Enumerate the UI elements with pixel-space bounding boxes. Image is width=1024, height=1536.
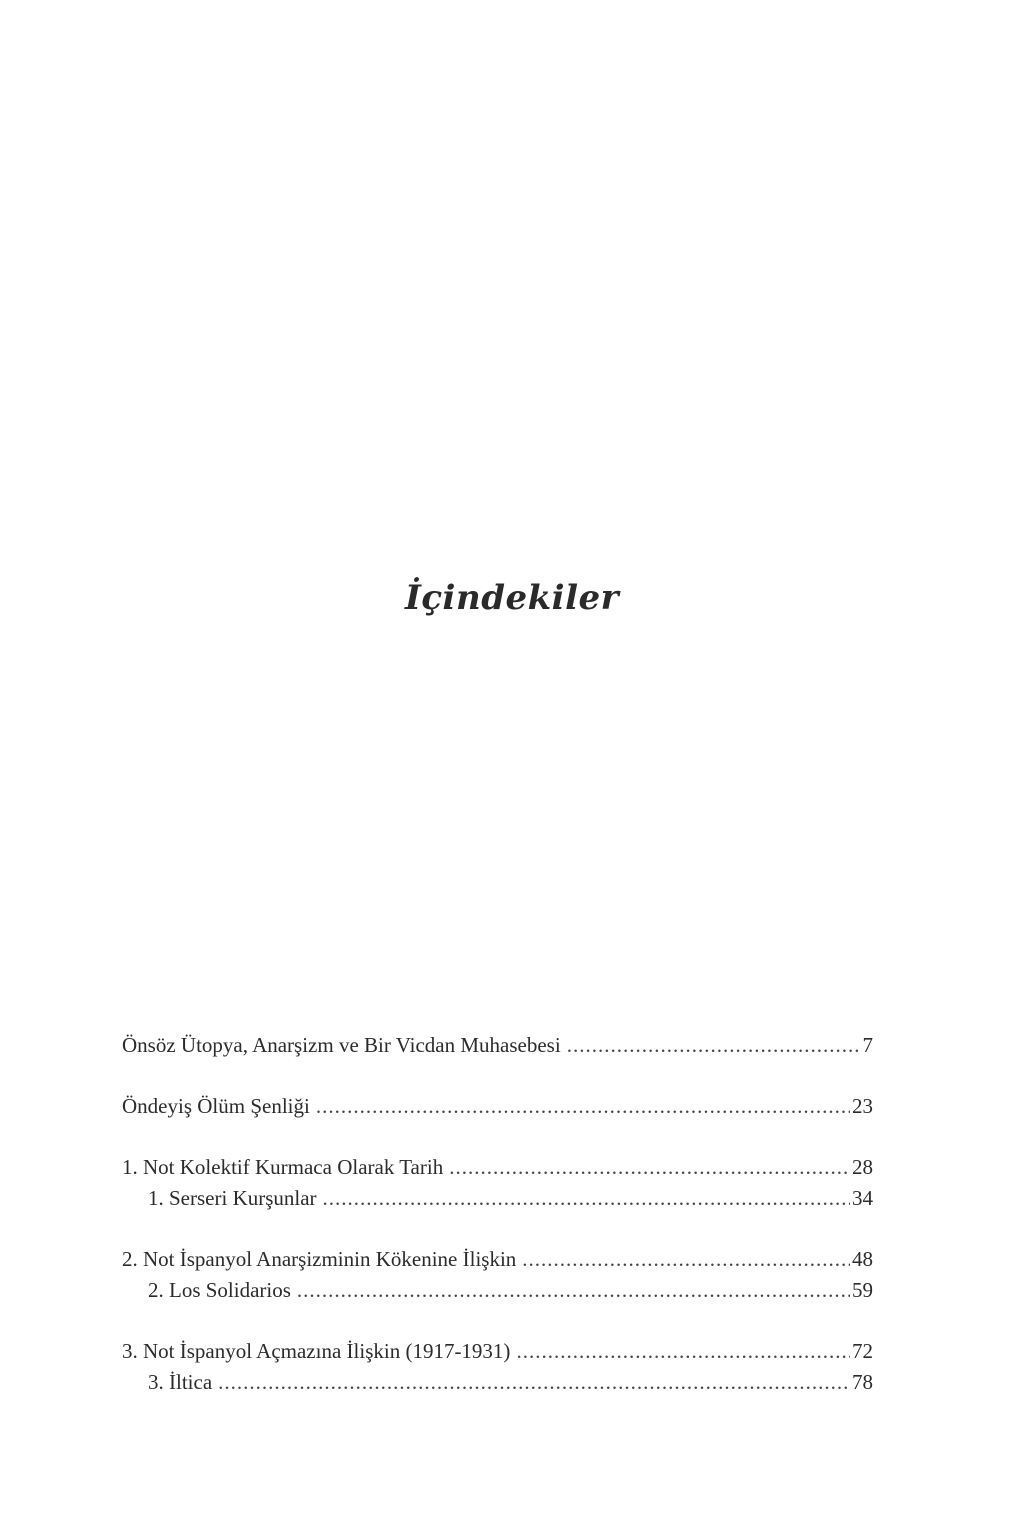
toc-entry-label: 3. Not İspanyol Açmazına İlişkin (1917-1931) xyxy=(122,1339,511,1363)
toc-entry-page: 48 xyxy=(852,1247,873,1271)
toc-entry xyxy=(122,1152,873,1183)
toc-subentry xyxy=(122,1275,873,1306)
toc-entry-page: 28 xyxy=(852,1155,873,1179)
toc-entry-page: 72 xyxy=(852,1339,873,1363)
page-title: İçindekiler xyxy=(404,577,620,618)
toc-entry-label: 2. Los Solidarios xyxy=(148,1278,291,1302)
toc-group-note-1 xyxy=(122,1152,873,1214)
toc-leader-dots xyxy=(297,1275,850,1306)
toc-entry xyxy=(122,1244,873,1275)
toc-leader-dots xyxy=(449,1152,850,1183)
toc-leader-dots xyxy=(567,1030,861,1061)
toc-group-note-3 xyxy=(122,1336,873,1398)
toc-leader-dots xyxy=(516,1336,850,1367)
toc-subentry xyxy=(122,1183,873,1214)
toc-leader-dots xyxy=(218,1367,850,1398)
toc-entry-label: 1. Not Kolektif Kurmaca Olarak Tarih xyxy=(122,1155,444,1179)
toc-leader-dots xyxy=(316,1091,850,1122)
toc-entry-page: 7 xyxy=(862,1033,873,1057)
toc-entry-label: Öndeyiş Ölüm Şenliği xyxy=(122,1094,310,1118)
toc-entry xyxy=(122,1336,873,1367)
toc-leader-dots xyxy=(522,1244,850,1275)
table-of-contents xyxy=(122,1030,873,1428)
toc-entry-label: 1. Serseri Kurşunlar xyxy=(148,1186,317,1210)
toc-leader-dots xyxy=(323,1183,850,1214)
toc-group-note-2 xyxy=(122,1244,873,1306)
toc-group-prologue xyxy=(122,1091,873,1122)
toc-subentry xyxy=(122,1367,873,1398)
toc-entry xyxy=(122,1091,873,1122)
toc-entry-page: 34 xyxy=(852,1186,873,1210)
toc-group-preface xyxy=(122,1030,873,1061)
toc-entry-label: Önsöz Ütopya, Anarşizm ve Bir Vicdan Muhasebesi xyxy=(122,1033,561,1057)
toc-entry-page: 78 xyxy=(852,1370,873,1394)
toc-entry xyxy=(122,1030,873,1061)
toc-entry-page: 23 xyxy=(852,1094,873,1118)
toc-entry-page: 59 xyxy=(852,1278,873,1302)
toc-entry-label: 3. İltica xyxy=(148,1370,213,1394)
toc-entry-label: 2. Not İspanyol Anarşizminin Kökenine İlişkin xyxy=(122,1247,517,1271)
